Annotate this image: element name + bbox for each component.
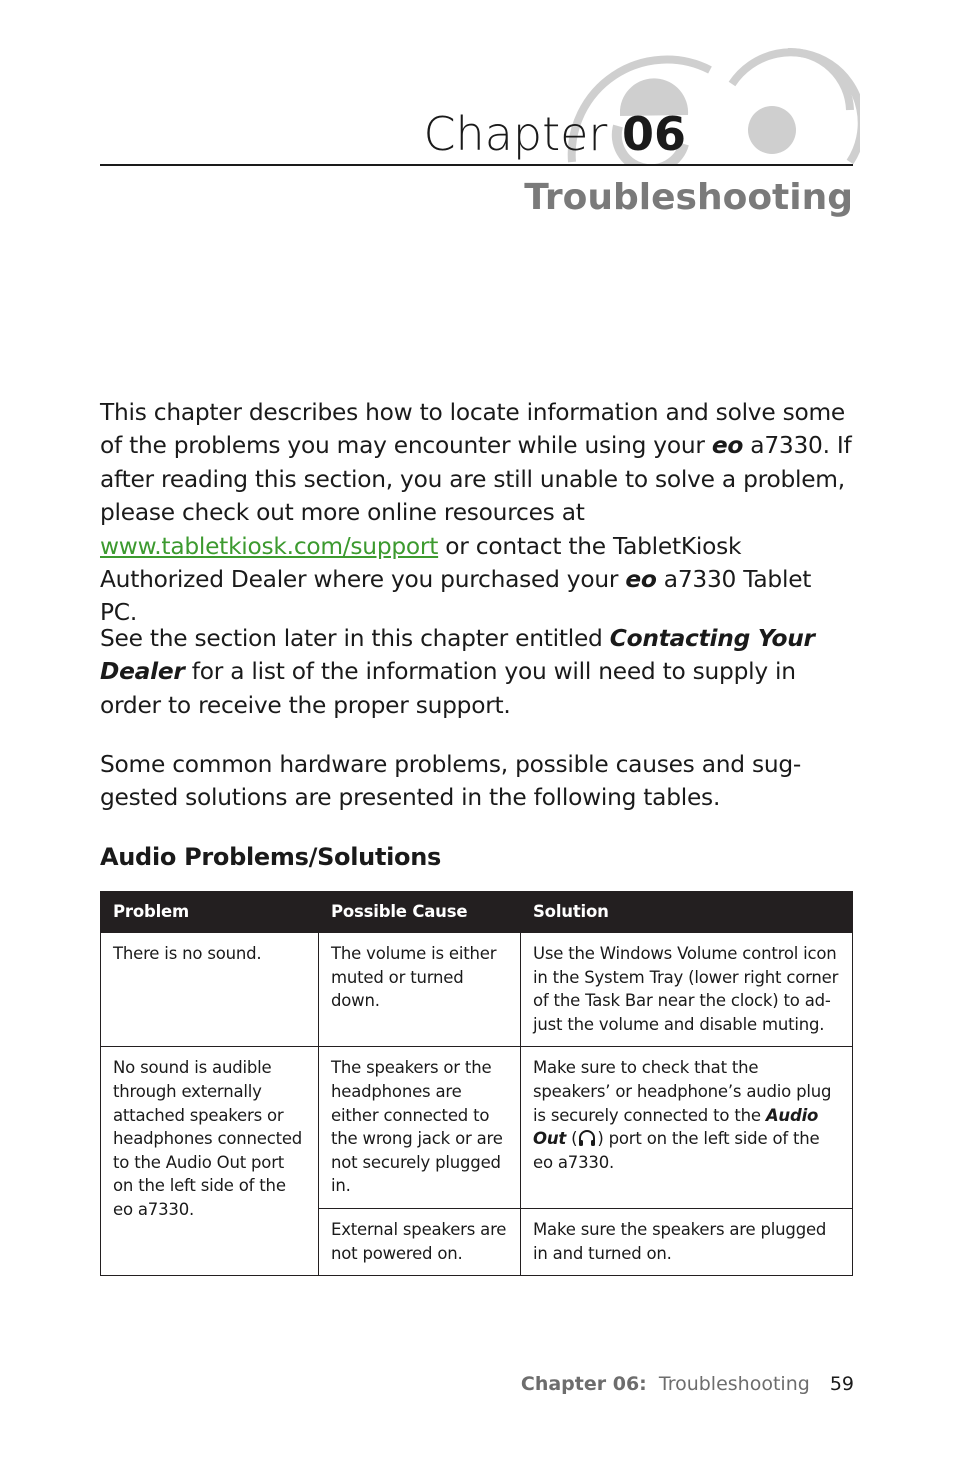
page-number: 59	[829, 1373, 854, 1395]
intro-text: a7330 Tablet PC.	[100, 566, 812, 627]
audio-out-label: Audio Out	[533, 1105, 819, 1149]
audio-problems-table	[100, 891, 853, 1276]
intro-paragraph-1	[100, 396, 854, 630]
chapter-number: 06	[621, 107, 686, 161]
intro-text: a7330. If after reading this section, you are still unable to solve a problem, please check out more online resources at	[100, 432, 852, 527]
table-header-row	[101, 892, 853, 933]
column-header-solution: Solution	[521, 892, 853, 933]
intro-paragraph-3: Some common hardware problems, possible causes and sug-gested solutions are presented in the following tables.	[100, 751, 802, 812]
solution-cell	[521, 1047, 853, 1209]
solution-cell: Make sure the speakers are plugged in and turned on.	[521, 1208, 853, 1275]
intro-text: for a list of the information you will need to supply in order to receive the proper support.	[100, 658, 796, 719]
table-row	[101, 1047, 853, 1209]
solution-text: Make sure to check that the speakers’ or headphone’s audio plug is securely connected to the	[533, 1058, 832, 1125]
page-footer	[521, 1370, 854, 1398]
column-header-cause: Possible Cause	[319, 892, 521, 933]
eo-brand: eo	[711, 432, 744, 460]
chapter-word: Chapter	[423, 107, 608, 161]
intro-text: See the section later in this chapter entitled	[100, 625, 610, 652]
audio-problems-heading: Audio Problems/Solutions	[100, 843, 442, 871]
cause-cell: The volume is either muted or turned down.	[319, 933, 521, 1047]
intro-text: This chapter describes how to locate information and solve some of the problems you may encounter while using your	[100, 399, 845, 460]
solution-cell: Use the Windows Volume control icon in the System Tray (lower right corner of the Task Bar near the clock) to ad-just the volume and disable muting.	[521, 933, 853, 1047]
footer-section: Troubleshooting	[658, 1373, 810, 1395]
headphones-icon	[577, 1128, 597, 1148]
header-rule	[100, 164, 853, 166]
section-reference: Contacting Your Dealer	[100, 625, 815, 686]
intro-paragraph-2	[100, 622, 854, 722]
column-header-problem: Problem	[101, 892, 319, 933]
intro-text: or contact the TabletKiosk Authorized Dealer where you purchased your	[100, 532, 742, 594]
cause-cell: External speakers are not powered on.	[319, 1208, 521, 1275]
eo-brand: eo	[625, 566, 657, 594]
problem-cell: No sound is audible through externally attached speakers or headphones connected to the Audio Out port on the left side of the eo a7330.	[101, 1047, 319, 1276]
table-row	[101, 933, 853, 1047]
solution-text: (	[566, 1129, 578, 1149]
chapter-heading	[423, 106, 686, 162]
problem-cell: There is no sound.	[101, 933, 319, 1047]
support-link[interactable]: www.tabletkiosk.com/support	[100, 532, 439, 560]
footer-chapter-label: Chapter 06:	[520, 1373, 647, 1395]
cause-cell: The speakers or the headphones are either connected to the wrong jack or are not securely plugged in.	[319, 1047, 521, 1209]
solution-text: ) port on the left side of the eo a7330.	[533, 1129, 820, 1172]
section-title: Troubleshooting	[524, 177, 853, 218]
